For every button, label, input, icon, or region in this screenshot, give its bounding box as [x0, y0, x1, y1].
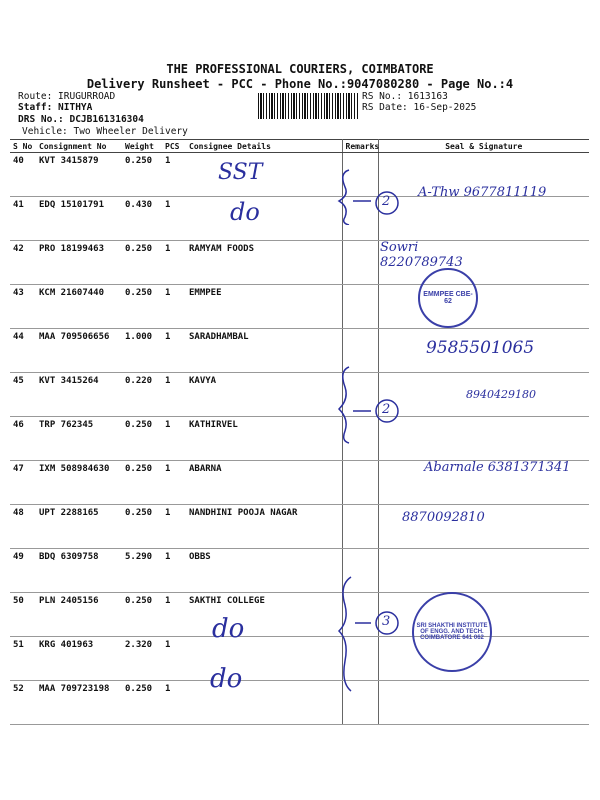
cell-consignee: SAKTHI COLLEGE	[186, 593, 342, 637]
table-header-row	[10, 140, 589, 153]
table-row	[10, 417, 589, 461]
col-header-pcs: PCS	[162, 140, 186, 153]
cell-remarks	[342, 461, 378, 505]
col-header-remarks: Remarks	[342, 140, 378, 153]
signature-47: Abarnale 6381371341	[424, 460, 571, 475]
cell-pcs: 1	[162, 197, 186, 241]
cell-weight: 0.250	[122, 593, 162, 637]
cell-weight: 0.250	[122, 241, 162, 285]
cell-weight: 0.250	[122, 285, 162, 329]
cell-consignment-no: PRO 18199463	[36, 241, 122, 285]
circled-number: 2	[382, 194, 391, 209]
cell-pcs: 1	[162, 549, 186, 593]
cell-sno: 45	[10, 373, 36, 417]
cell-sno: 41	[10, 197, 36, 241]
staff-label: Staff: NITHYA	[18, 102, 93, 113]
cell-consignment-no: MAA 709723198	[36, 681, 122, 725]
signature-48: 8870092810	[402, 510, 485, 525]
company-title: THE PROFESSIONAL COURIERS, COIMBATORE	[166, 62, 434, 76]
cell-weight: 0.250	[122, 417, 162, 461]
circled-number: 3	[382, 614, 391, 629]
col-header-consignee: Consignee Details	[186, 140, 342, 153]
cell-weight: 5.290	[122, 549, 162, 593]
cell-consignee: OBBS	[186, 549, 342, 593]
cell-pcs: 1	[162, 153, 186, 197]
cell-pcs: 1	[162, 373, 186, 417]
cell-sno: 44	[10, 329, 36, 373]
emmpee-stamp: EMMPEE CBE-62	[418, 268, 478, 328]
col-header-weight: Weight	[122, 140, 162, 153]
circled-number: 2	[382, 402, 391, 417]
cell-remarks	[342, 241, 378, 285]
cell-pcs: 1	[162, 505, 186, 549]
cell-sno: 52	[10, 681, 36, 725]
table-row	[10, 681, 589, 725]
cell-consignee: NANDHINI POOJA NAGAR	[186, 505, 342, 549]
cell-sno: 49	[10, 549, 36, 593]
college-stamp: SRI SHAKTHI INSTITUTE OF ENGG. AND TECH. COIMBATORE 641 062	[412, 592, 492, 672]
signature-40: A-Thw 9677811119	[418, 185, 547, 200]
cell-consignee: ABARNA	[186, 461, 342, 505]
bracket-mark	[335, 365, 415, 445]
cell-consignment-no: TRP 762345	[36, 417, 122, 461]
cell-pcs: 1	[162, 681, 186, 725]
rs-date: RS Date: 16-Sep-2025	[362, 102, 477, 113]
barcode	[258, 93, 358, 119]
signature-45: 8940429180	[466, 388, 536, 401]
cell-consignment-no: EDQ 15101791	[36, 197, 122, 241]
bracket-mark	[335, 165, 415, 225]
cell-weight: 0.430	[122, 197, 162, 241]
cell-pcs: 1	[162, 461, 186, 505]
cell-consignee	[186, 197, 342, 241]
cell-pcs: 1	[162, 285, 186, 329]
handwritten-ditto: do	[212, 614, 245, 644]
cell-pcs: 1	[162, 637, 186, 681]
cell-sno: 43	[10, 285, 36, 329]
cell-consignee: SARADHAMBAL	[186, 329, 342, 373]
cell-consignee: KATHIRVEL	[186, 417, 342, 461]
signature-44: 9585501065	[426, 338, 535, 358]
cell-sno: 48	[10, 505, 36, 549]
runsheet-subtitle: Delivery Runsheet - PCC - Phone No.:9047080280 - Page No.:4	[86, 77, 514, 91]
table-row	[10, 637, 589, 681]
cell-signature	[378, 285, 589, 329]
cell-consignment-no: KRG 401963	[36, 637, 122, 681]
drs-number: DRS No.: DCJB161316304	[18, 114, 144, 125]
cell-sno: 47	[10, 461, 36, 505]
table-row	[10, 241, 589, 285]
cell-consignee: RAMYAM FOODS	[186, 241, 342, 285]
table-row	[10, 285, 589, 329]
bracket-mark	[335, 575, 415, 695]
cell-consignee: KAVYA	[186, 373, 342, 417]
cell-consignment-no: KVT 3415879	[36, 153, 122, 197]
col-header-consignment: Consignment No	[36, 140, 122, 153]
cell-consignment-no: KVT 3415264	[36, 373, 122, 417]
cell-consignment-no: MAA 709506656	[36, 329, 122, 373]
cell-weight: 0.220	[122, 373, 162, 417]
cell-consignee: EMMPEE	[186, 285, 342, 329]
cell-pcs: 1	[162, 593, 186, 637]
handwritten-sst: SST	[218, 160, 263, 185]
cell-consignment-no: KCM 21607440	[36, 285, 122, 329]
cell-sno: 40	[10, 153, 36, 197]
handwritten-ditto: do	[230, 198, 260, 226]
rs-number: RS No.: 1613163	[362, 91, 448, 102]
handwritten-ditto: do	[210, 664, 243, 694]
cell-sno: 46	[10, 417, 36, 461]
cell-weight: 0.250	[122, 461, 162, 505]
col-header-signature: Seal & Signature	[378, 140, 589, 153]
cell-sno: 51	[10, 637, 36, 681]
cell-remarks	[342, 505, 378, 549]
cell-pcs: 1	[162, 329, 186, 373]
cell-consignment-no: UPT 2288165	[36, 505, 122, 549]
cell-consignment-no: IXM 508984630	[36, 461, 122, 505]
cell-pcs: 1	[162, 417, 186, 461]
signature-42: Sowri 8220789743	[380, 240, 463, 270]
cell-weight: 2.320	[122, 637, 162, 681]
table-row	[10, 197, 589, 241]
cell-remarks	[342, 285, 378, 329]
runsheet-table	[10, 139, 589, 725]
route-label: Route: IRUGURROAD	[18, 91, 116, 102]
cell-pcs: 1	[162, 241, 186, 285]
cell-weight: 0.250	[122, 681, 162, 725]
cell-sno: 42	[10, 241, 36, 285]
table-row	[10, 593, 589, 637]
cell-weight: 0.250	[122, 505, 162, 549]
cell-weight: 0.250	[122, 153, 162, 197]
col-header-sno: S No	[10, 140, 36, 153]
vehicle-label: Vehicle: Two Wheeler Delivery	[22, 126, 188, 137]
cell-weight: 1.000	[122, 329, 162, 373]
table-row	[10, 549, 589, 593]
cell-consignment-no: PLN 2405156	[36, 593, 122, 637]
cell-consignment-no: BDQ 6309758	[36, 549, 122, 593]
cell-sno: 50	[10, 593, 36, 637]
cell-consignee	[186, 153, 342, 197]
